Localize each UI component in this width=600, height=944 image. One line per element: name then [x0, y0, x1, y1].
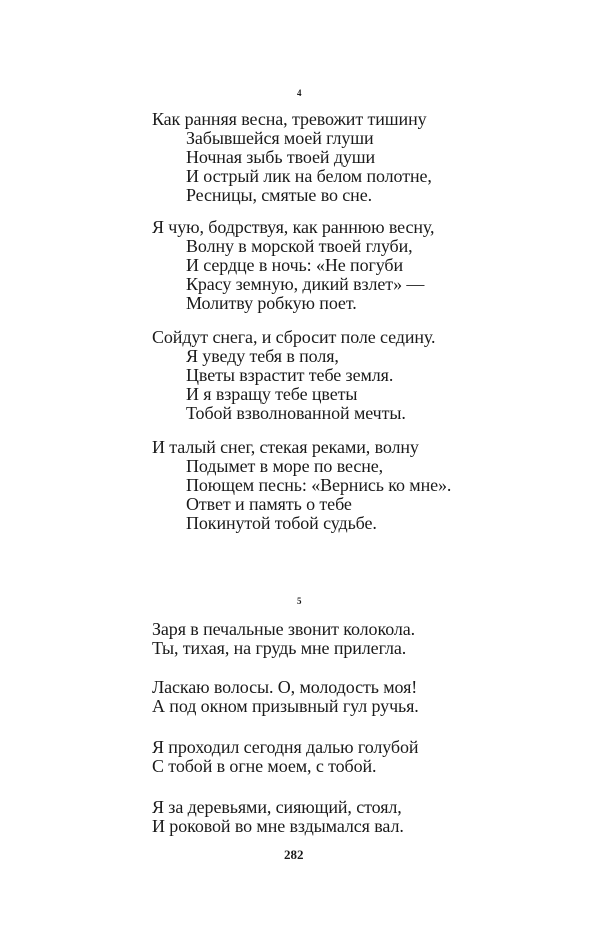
poem-line: Молитву робкую поет.	[186, 293, 357, 313]
poem-line: Заря в печальные звонит колокола.	[152, 619, 416, 639]
poem-line: Ответ и память о тебе	[186, 494, 352, 514]
poem-line: Подымет в море по весне,	[186, 456, 384, 476]
poem-line: Ресницы, смятые во сне.	[186, 185, 372, 205]
poem-number: 4	[297, 88, 302, 98]
poem-line: И талый снег, стекая реками, волну	[152, 437, 419, 457]
poem-line: Я за деревьями, сияющий, стоял,	[152, 797, 402, 817]
poem-line: Покинутой тобой судьбе.	[186, 513, 377, 533]
poem-line: Забывшейся моей глуши	[186, 128, 374, 148]
poem-line: Ночная зыбь твоей души	[186, 147, 376, 167]
page-number: 282	[284, 847, 304, 862]
poem-number: 5	[297, 596, 302, 606]
stanza	[152, 438, 451, 533]
poem-line: Ласкаю волосы. О, молодость моя!	[152, 677, 418, 697]
stanza	[152, 328, 435, 423]
stanza	[152, 110, 432, 205]
stanza	[152, 218, 434, 313]
poem-line: Волну в морской твоей глуби,	[186, 236, 413, 256]
poem-line: И я взращу тебе цветы	[186, 384, 358, 404]
poem-line: Поющем песнь: «Вернись ко мне».	[186, 475, 452, 495]
poem-line: А под окном призывный гул ручья.	[152, 696, 419, 716]
poem-line: Я уведу тебя в поля,	[186, 346, 339, 366]
poem-line: Ты, тихая, на грудь мне прилегла.	[152, 638, 407, 658]
stanza	[152, 620, 415, 658]
poem-line: И сердце в ночь: «Не погуби	[186, 255, 404, 275]
poem-line: Я проходил сегодня далью голубой	[152, 737, 419, 757]
poem-line: Красу земную, дикий взлет» —	[186, 274, 425, 294]
poem-line: И роковой во мне вздымался вал.	[152, 816, 404, 836]
poem-line: Как ранняя весна, тревожит тишину	[152, 109, 427, 129]
stanza	[152, 678, 419, 716]
poem-line: И острый лик на белом полотне,	[186, 166, 432, 186]
poem-line: С тобой в огне моем, с тобой.	[152, 756, 377, 776]
poem-line: Я чую, бодрствуя, как раннюю весну,	[152, 217, 435, 237]
stanza	[152, 798, 404, 836]
poem-line: Сойдут снега, и сбросит поле седину.	[152, 327, 436, 347]
poem-line: Цветы взрастит тебе земля.	[186, 365, 394, 385]
poem-line: Тобой взволнованной мечты.	[186, 403, 406, 423]
stanza	[152, 738, 418, 776]
